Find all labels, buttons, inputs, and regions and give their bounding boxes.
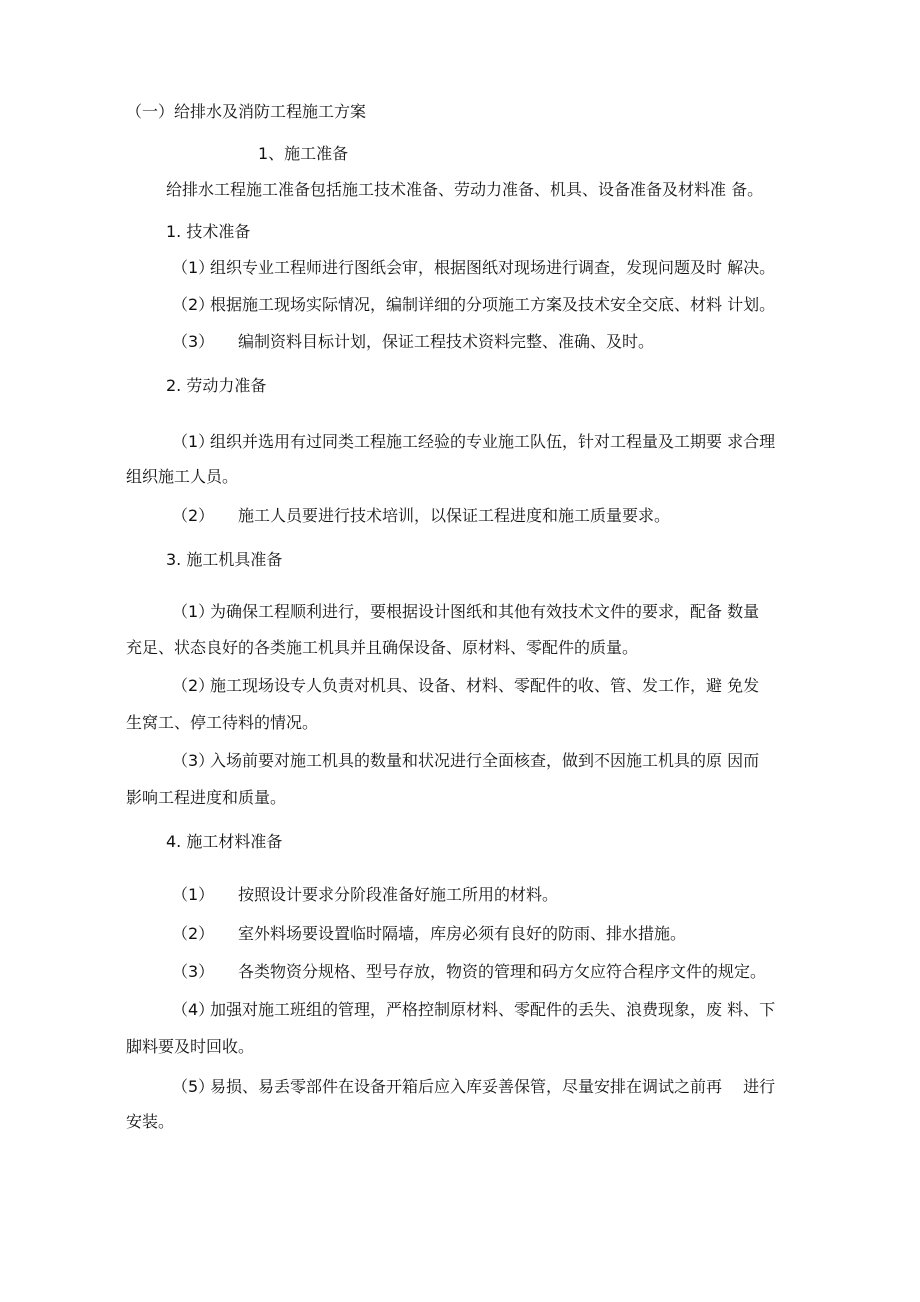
list-item <box>172 432 775 452</box>
item-number: （3） <box>172 751 215 770</box>
item-text-line1: 加强对施工班组的管理，严格控制原材料、零配件的丢失、浪费现象，废 料、下 <box>210 1000 776 1019</box>
list-item <box>172 885 558 905</box>
section-title: （一）给排水及消防工程施工方案 <box>126 102 367 121</box>
item-text-line1: 易损、易丢零部件在设备开箱后应入库妥善保管，尽量安排在调试之前再 进行 <box>210 1077 776 1096</box>
item-text-line2: 组织施工人员。 <box>126 467 239 486</box>
item-number: （2） <box>172 506 215 525</box>
list-item <box>172 676 759 696</box>
item-number: （1） <box>172 432 215 451</box>
item-text: 施工人员要进行技术培训，以保证工程进度和施工质量要求。 <box>238 506 671 525</box>
list-item <box>172 962 766 982</box>
item-number: （3） <box>172 332 215 351</box>
intro-paragraph: 给排水工程施工准备包括施工技术准备、劳动力准备、机具、设备准备及材料准 备。 <box>166 180 764 199</box>
item-number: （5） <box>172 1077 215 1096</box>
item-text: 根据施工现场实际情况，编制详细的分项施工方案及技术安全交底、材料 计划。 <box>210 295 776 314</box>
item-number: （4） <box>172 1000 215 1019</box>
item-text: 按照设计要求分阶段准备好施工所用的材料。 <box>238 885 559 904</box>
item-text-line2: 安装。 <box>126 1112 175 1131</box>
item-text-line2: 充足、状态良好的各类施工机具并且确保设备、原材料、零配件的质量。 <box>126 638 639 657</box>
item-text-line2: 影响工程进度和质量。 <box>126 788 287 807</box>
list-item <box>172 1000 775 1020</box>
list-item <box>172 924 686 944</box>
item-number: （1） <box>172 258 215 277</box>
list-item <box>172 602 759 622</box>
item-text-line1: 组织并选用有过同类工程施工经验的专业施工队伍，针对工程量及工期要 求合理 <box>210 432 776 451</box>
subsection-title: 1、施工准备 <box>258 144 349 163</box>
heading-machine-prep: 3. 施工机具准备 <box>166 550 283 569</box>
list-item <box>172 332 654 352</box>
list-item <box>172 258 775 278</box>
list-item <box>172 506 670 526</box>
heading-material-prep: 4. 施工材料准备 <box>166 832 283 851</box>
item-number: （3） <box>172 962 215 981</box>
item-text-line1: 为确保工程顺利进行，要根据设计图纸和其他有效技术文件的要求，配备 数量 <box>210 602 760 621</box>
list-item <box>172 1077 775 1097</box>
list-item <box>172 751 759 771</box>
item-text-line2: 生窝工、停工待料的情况。 <box>126 713 319 732</box>
item-text: 室外料场要设置临时隔墙，库房必须有良好的防雨、排水措施。 <box>238 924 687 943</box>
item-text: 各类物资分规格、型号存放，物资的管理和码方攵应符合程序文件的规定。 <box>238 962 767 981</box>
item-number: （2） <box>172 676 215 695</box>
item-text-line1: 入场前要对施工机具的数量和状况进行全面核查，做到不因施工机具的原 因而 <box>210 751 760 770</box>
item-number: （2） <box>172 924 215 943</box>
item-text-line1: 施工现场设专人负责对机具、设备、材料、零配件的收、管、发工作，避 免发 <box>210 676 760 695</box>
list-item <box>172 295 775 315</box>
heading-labor-prep: 2. 劳动力准备 <box>166 376 267 395</box>
item-number: （1） <box>172 885 215 904</box>
item-text: 组织专业工程师进行图纸会审，根据图纸对现场进行调查，发现问题及时 解决。 <box>210 258 776 277</box>
heading-tech-prep: 1. 技术准备 <box>166 222 251 241</box>
item-text-line2: 脚料要及时回收。 <box>126 1037 255 1056</box>
item-text: 编制资料目标计划，保证工程技术资料完整、准确、及时。 <box>238 332 655 351</box>
item-number: （2） <box>172 295 215 314</box>
item-number: （1） <box>172 602 215 621</box>
